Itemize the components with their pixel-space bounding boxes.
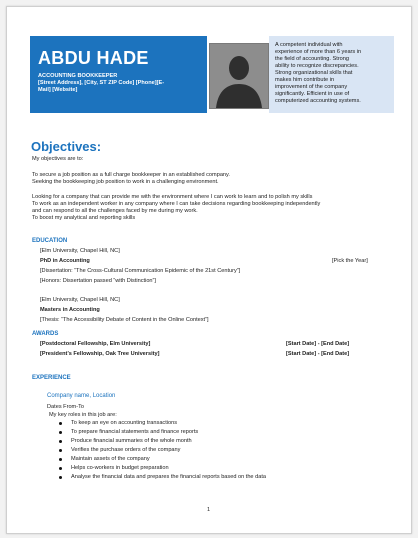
document-page <box>6 6 412 534</box>
education-degree: Masters in Accounting <box>40 307 100 313</box>
list-item: Helps co-workers in budget preparation <box>57 464 266 473</box>
education-school: [Elm University, Chapel Hill, NC] <box>40 297 120 303</box>
summary-line: experience of more than 6 years in <box>275 49 362 55</box>
education-detail: [Thesis: “The Accessibility Debate of Content in the Online Context”] <box>40 317 209 323</box>
objective-line: To secure a job position as a full charge bookkeeper in an established company. <box>32 172 230 178</box>
page-number: 1 <box>207 507 211 513</box>
award-dates: [Start Date] - [End Date] <box>286 341 350 347</box>
award-name: [President’s Fellowship, Oak Tree University] <box>40 351 160 357</box>
list-item: Verifies the purchase orders of the company <box>57 446 266 455</box>
experience-roles-intro: My key roles in this job are: <box>49 412 117 418</box>
list-item: Analyse the financial data and prepares the financial reports based on the data <box>57 473 266 482</box>
objective-line: To work as an independent worker in any company where I can take decisions regarding bookkeeping independently <box>32 201 321 207</box>
education-detail: [Honors: Dissertation passed “with Distinction”] <box>40 278 156 284</box>
awards-heading: AWARDS <box>32 331 59 337</box>
education-detail: [Dissertation: “The Cross-Cultural Communication Epidemic of the 21st Century”] <box>40 268 241 274</box>
summary-line: computerized accounting systems. <box>275 98 361 104</box>
summary-line: the field of accounting. Strong <box>275 56 350 62</box>
name-banner <box>30 36 207 113</box>
experience-heading: EXPERIENCE <box>32 375 71 381</box>
list-item: Produce financial summaries of the whole month <box>57 437 266 446</box>
education-school: [Elm University, Chapel Hill, NC] <box>40 248 120 254</box>
summary-line: makes him contribute in <box>275 77 335 83</box>
education-degree: PhD in Accounting <box>40 258 90 264</box>
summary-line: A competent individual with <box>275 42 343 48</box>
list-item: Maintain assets of the company <box>57 455 266 464</box>
objective-line: Looking for a company that can provide me with the environment where I can work to learn and to polish my skills <box>32 194 313 200</box>
objectives-intro: My objectives are to: <box>32 156 84 162</box>
summary-line: Strong organizational skills that <box>275 70 353 76</box>
summary-line: significantly. Efficient in use of <box>275 91 350 97</box>
profile-summary <box>269 36 394 113</box>
contact-line-1: [Street Address], [City, ST ZIP Code] [Phone][E- <box>38 80 165 86</box>
summary-line: ability to recognize discrepancies. <box>275 63 359 69</box>
award-name: [Postdoctoral Fellowship, Elm University] <box>40 341 151 347</box>
list-item: To prepare financial statements and finance reports <box>57 428 266 437</box>
person-silhouette-icon <box>210 44 268 108</box>
award-dates: [Start Date] - [End Date] <box>286 351 350 357</box>
contact-line-2: Mail] [Website] <box>38 87 78 93</box>
summary-line: improvement of the company <box>275 84 348 90</box>
objective-line: Seeking the bookkeeping job position to work in a challenging environment. <box>32 179 219 185</box>
objective-line: and can respond to all the challenges faced by me during my work. <box>32 208 198 214</box>
experience-bullet-list <box>57 419 266 482</box>
experience-dates: Dates From-To <box>47 404 84 410</box>
candidate-name: ABDU HADE <box>38 48 149 68</box>
education-date: [Pick the Year] <box>332 258 368 264</box>
list-item: To keep an eye on accounting transactions <box>57 419 266 428</box>
objective-line: To boost my analytical and reporting skills <box>32 215 136 221</box>
experience-company: Company name, Location <box>47 393 116 399</box>
education-heading: EDUCATION <box>32 238 68 244</box>
objectives-heading: Objectives: <box>31 139 102 154</box>
job-title: ACCOUNTING BOOKKEEPER <box>38 73 118 79</box>
profile-photo <box>209 43 269 109</box>
